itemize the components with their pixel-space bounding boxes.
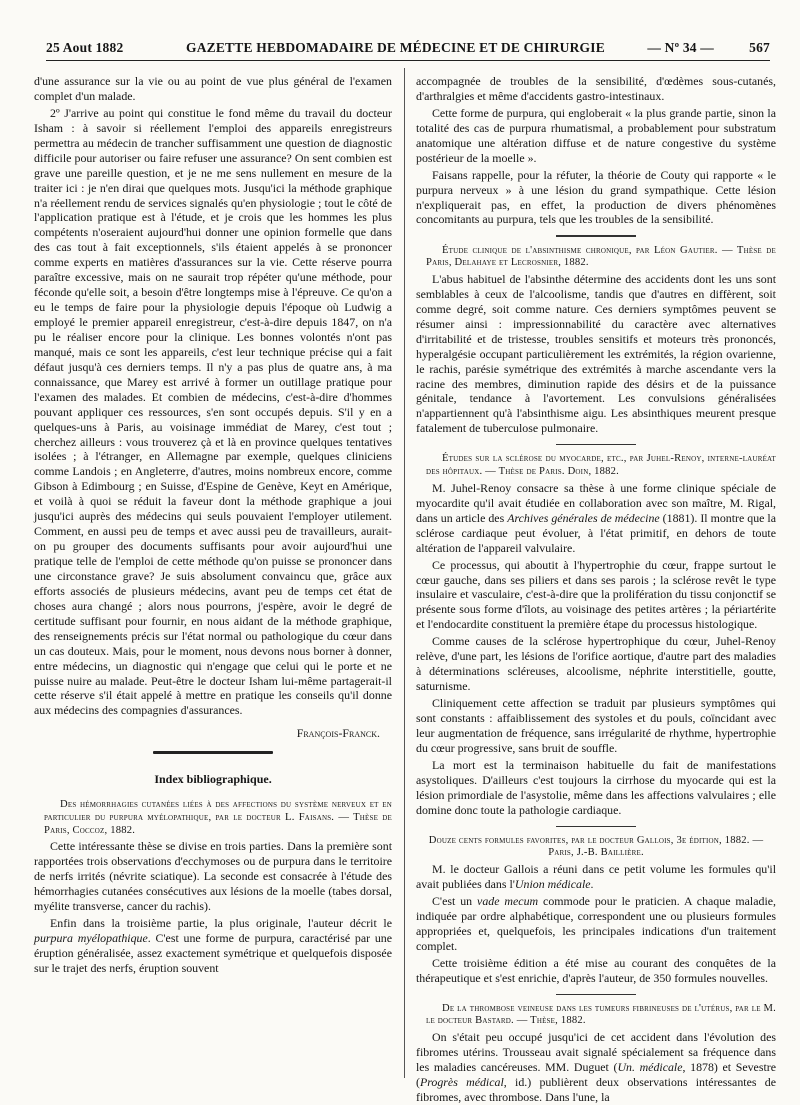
left-column: [34, 74, 392, 1079]
paragraph: Cette intéressante thèse se divise en trois parties. Dans la première sont rapportées trois observations d'ecchymoses ou de purpura dans le territoire de nerfs irrités (névrite sciatique). La seconde est consacrée à l'étude des hémorrhagies cutanées consécutives aux lésions de la moelle (tabes dorsal, myélite transverse, cancer du rachis).: [34, 839, 392, 914]
bibliography-entry-heading: Études sur la sclérose du myocarde, etc., par Juhel-Renoy, interne-lauréat des hôpitaux. — Thèse de Paris. Doin, 1882.: [426, 453, 776, 478]
bibliography-entry-heading: De la thrombose veineuse dans les tumeurs fibrineuses de l'utérus, par le M. le docteur Bastard. — Thèse, 1882.: [426, 1002, 776, 1027]
bibliography-entry-heading: Étude clinique de l'absinthisme chronique, par Léon Gautier. — Thèse de Paris, Delahaye et Lecrosnier, 1882.: [426, 244, 776, 269]
entry-separator: [556, 444, 636, 445]
entry-separator: [556, 235, 636, 236]
issue-number: — Nº 34 —: [647, 40, 714, 55]
right-column: [416, 74, 777, 1104]
page-number: 567: [749, 40, 770, 55]
paragraph: Faisans rappelle, pour la réfuter, la théorie de Couty qui rapporte « le purpura nerveux » à une lésion du grand sympathique. Cette lésion n'expliquerait pas, en effet, la production de divers phénomènes concomitants au purpura, tels que les troubles de la sensibilité.: [416, 167, 776, 227]
issue-date: 25 Aout 1882: [46, 40, 124, 55]
paragraph: La mort est la terminaison habituelle du fait de manifestations asystoliques. D'ailleurs c'est toujours la cirrhose du myocarde qui est la lésion primordiale de l'asystolie, même dans les affections valvulaires ; elle domine donc toute la pathologie cardiaque.: [416, 757, 776, 817]
section-separator: [153, 751, 273, 754]
paragraph: L'abus habituel de l'absinthe détermine des accidents dont les uns sont semblables à ceux de l'alcoolisme, tandis que d'autres en diffèrent, soit comme degré, soit comme nature. Ces derniers symptômes peuvent se résumer ainsi : impressionnabilité du caractère avec alternatives d'irritabilité et de tristesse, troubles sensitifs et moteurs très prononcés, hyperalgésie occupant particulièrement les extrémités, la région ovarienne, le rachis, parésie symétrique des extrémités à marche ascendante vers la racine des membres, diminution rapide des désirs et de la puissance génitale, tendance à l'avortement. Les convulsions généralisées n'appartiennent qu'à l'absinthisme aigu. Les absinthiques meurent presque fatalement de tuberculose pulmonaire.: [416, 271, 776, 436]
paragraph: On s'était peu occupé jusqu'ici de cet accident dans l'évolution des fibromes utérins. Trousseau avait signalé spécialement sa fréquence dans les maladies cancéreuses. MM. Duguet (Un. médicale, 1878) et Sevestre (Progrès médical, id.) publièrent deux observations intéressantes de fibromes, avec thrombose. Dans l'une, la: [416, 1030, 776, 1104]
bibliography-entry-heading: Des hémorrhagies cutanées liées à des affections du système nerveux et en particulier du purpura myélopathique, par le docteur L. Faisans. — Thèse de Paris, Coccoz, 1882.: [44, 799, 392, 836]
running-header: [46, 38, 770, 61]
column-rule: [404, 68, 405, 1078]
paragraph: M. le docteur Gallois a réuni dans ce petit volume les formules qu'il avait publiées dans l'Union médicale.: [416, 862, 776, 892]
entry-separator: [556, 994, 636, 995]
paragraph: Cette forme de purpura, qui engloberait « la plus grande partie, sinon la totalité des cas de purpura rhumatismal, a probablement pour substratum anatomique une altération diffuse et de nature congestive du système postérieur de la moelle ».: [416, 105, 776, 165]
paragraph: Cliniquement cette affection se traduit par plusieurs symptômes qui sont constants : affaiblissement des systoles et du pouls, coïncidant avec leur augmentation de fréquence, sans irrégularité de rhythme, hypertrophie du cœur progressive, sans bruit de souffle.: [416, 696, 776, 755]
entry-separator: [556, 826, 636, 827]
paragraph: C'est un vade mecum commode pour le praticien. A chaque maladie, indiquée par ordre alphabétique, correspondent une ou plusieurs formules appropriées et, quelquefois, les principales indications d'un traitement complet.: [416, 893, 777, 953]
paragraph: Ce processus, qui aboutit à l'hypertrophie du cœur, frappe surtout le cœur gauche, dans ses piliers et dans ses parois ; la sclérose revêt le type insulaire et vasculaire, c'est-à-dire que la prolifération du tissu conjonctif se présente sous forme d'îlots, au voisinage des petites artères ; la périartérite et l'endocardite constituent la première étape du processus histologique.: [416, 557, 776, 632]
paragraph: 2º J'arrive au point qui constitue le fond même du travail du docteur Isham : à savoir si réellement l'emploi des appareils enregistreurs permettra au médecin de trancher suffisamment une question de diagnostic difficile pour autoriser ou faire refuser une assurance? On sent combien est grave une pareille question, et je ne me sens nullement en mesure de la traiter ici : je n'en dirai que quelques mots. Jusqu'ici la méthode graphique n'a réellement rendu de services signalés qu'en physiologie ; tout le côté de l'application pratique est à l'étude, et je crois que les hommes les plus compétents n'oseraient aujourd'hui donner une opinion formelle que dans des cas tout à fait exceptionnels, s'ils étaient appelés à se prononcer comme experts en matières d'assurances sur la vie. Cette réserve pourra paraître excessive, mais on ne saurait trop répéter qu'une méthode, pour féconde qu'elle soit, a besoin d'être longtemps mise à l'épreuve. Ce qu'on a eu le temps de faire pour la physiologie depuis l'époque où Ludwig a employé le premier appareil enregistreur, c'est-à-dire depuis 1847, on n'a pu le réaliser encore pour la clinique. Les bonnes volontés n'ont pas manqué, mais ce sont les appareils, c'est leur technique précise qui a fait défaut jusqu'à ces derniers temps. Il n'y a pas plus de quatre ans, à ma connaissance, que Marey est arrivé à former un outillage pratique pour l'examen des malades. Et combien de médecins, c'est-à-dire d'hommes pouvant appliquer ces ressources, s'en sont occupés depuis. S'il y en a quelques-uns à Paris, au voisinage immédiat de Marey, c'est tout ; cherchez ailleurs : vous trouverez çà et là en province quelques tentatives isolées ; à l'étranger, en Allemagne par exemple, quelques cliniciens comme Landois ; en Angleterre, d'autres, moins nombreux encore, comme Gibson à Edimbourg ; en Suisse, d'Espine de Genève, Keyt en Amérique, et voilà à quoi se réduit la faveur dont la méthode graphique a joui jusqu'ici auprès des médecins qui seuls pouvaient l'employer utilement. Comment, en aussi peu de temps et avec aussi peu de travailleurs, aurait-on pu grouper des documents suffisants pour avoir aujourd'hui une pratique telle de l'emploi de cette méthode qu'on puisse se prononcer dans une circonstance grave? Je suis absolument convaincu que, grâce aux efforts associés de plusieurs médecins, avant peu de temps cet état de choses aura changé ; alors nous pourrons, j'espère, avoir le degré de certitude suffisant pour fournir, en nous aidant de la méthode graphique, des renseignements précis sur l'état normal ou pathologique du cœur dans un cas douteux. Mais, pour le moment, nous devons nous borner à donner, entre médecins, un diagnostic qui n'engage que celui qui le porte et ne puisse nuire au malade. Peut-être le docteur Isham lui-même partagerait-il cette réserve s'il était appelé à mettre en pratique les conseils qu'il donne aux médecins des compagnies d'assurances.: [34, 105, 392, 718]
section-title: Index bibliographique.: [154, 772, 272, 787]
author-signature: François-Franck.: [296, 726, 380, 741]
paragraph: accompagnée de troubles de la sensibilité, d'œdèmes sous-cutanés, d'arthralgies et même d'accidents gastro-intestinaux.: [416, 74, 776, 103]
paragraph: Comme causes de la sclérose hypertrophique du cœur, Juhel-Renoy relève, d'une part, les lésions de l'orifice aortique, d'autre part des maladies à déterminations scléreuses, alcoolisme, néphrite interstitielle, goutte, saturnisme.: [416, 634, 776, 694]
paragraph: Cette troisième édition a été mise au courant des conquêtes de la thérapeutique et s'est enrichie, d'après l'auteur, de 350 formules nouvelles.: [416, 955, 776, 985]
paragraph: M. Juhel-Renoy consacre sa thèse à une forme clinique spéciale de myocardite qu'il avait étudiée en collaboration avec son maître, M. Rigal, dans un article des Archives générales de médecine (1881). Il montre que la sclérose cardiaque peut évoluer, à l'état primitif, en dehors de toute altération de l'appareil valvulaire.: [416, 480, 777, 555]
bibliography-entry-heading: Douze cents formules favorites, par le docteur Gallois, 3e édition, 1882. — Paris, J.-B. Baillière.: [428, 834, 764, 859]
journal-title: GAZETTE HEBDOMADAIRE DE MÉDECINE ET DE CHIRURGIE: [186, 40, 605, 55]
paragraph: Enfin dans la troisième partie, la plus originale, l'auteur décrit le purpura myélopathique. C'est une forme de purpura, caractérisé par une éruption généralisée, assez exactement symétrique et quelquefois disposée sur le trajet des nerfs, éruption souvent: [34, 916, 392, 975]
paragraph: d'une assurance sur la vie ou au point de vue plus général de l'examen complet d'un malade.: [34, 74, 392, 103]
